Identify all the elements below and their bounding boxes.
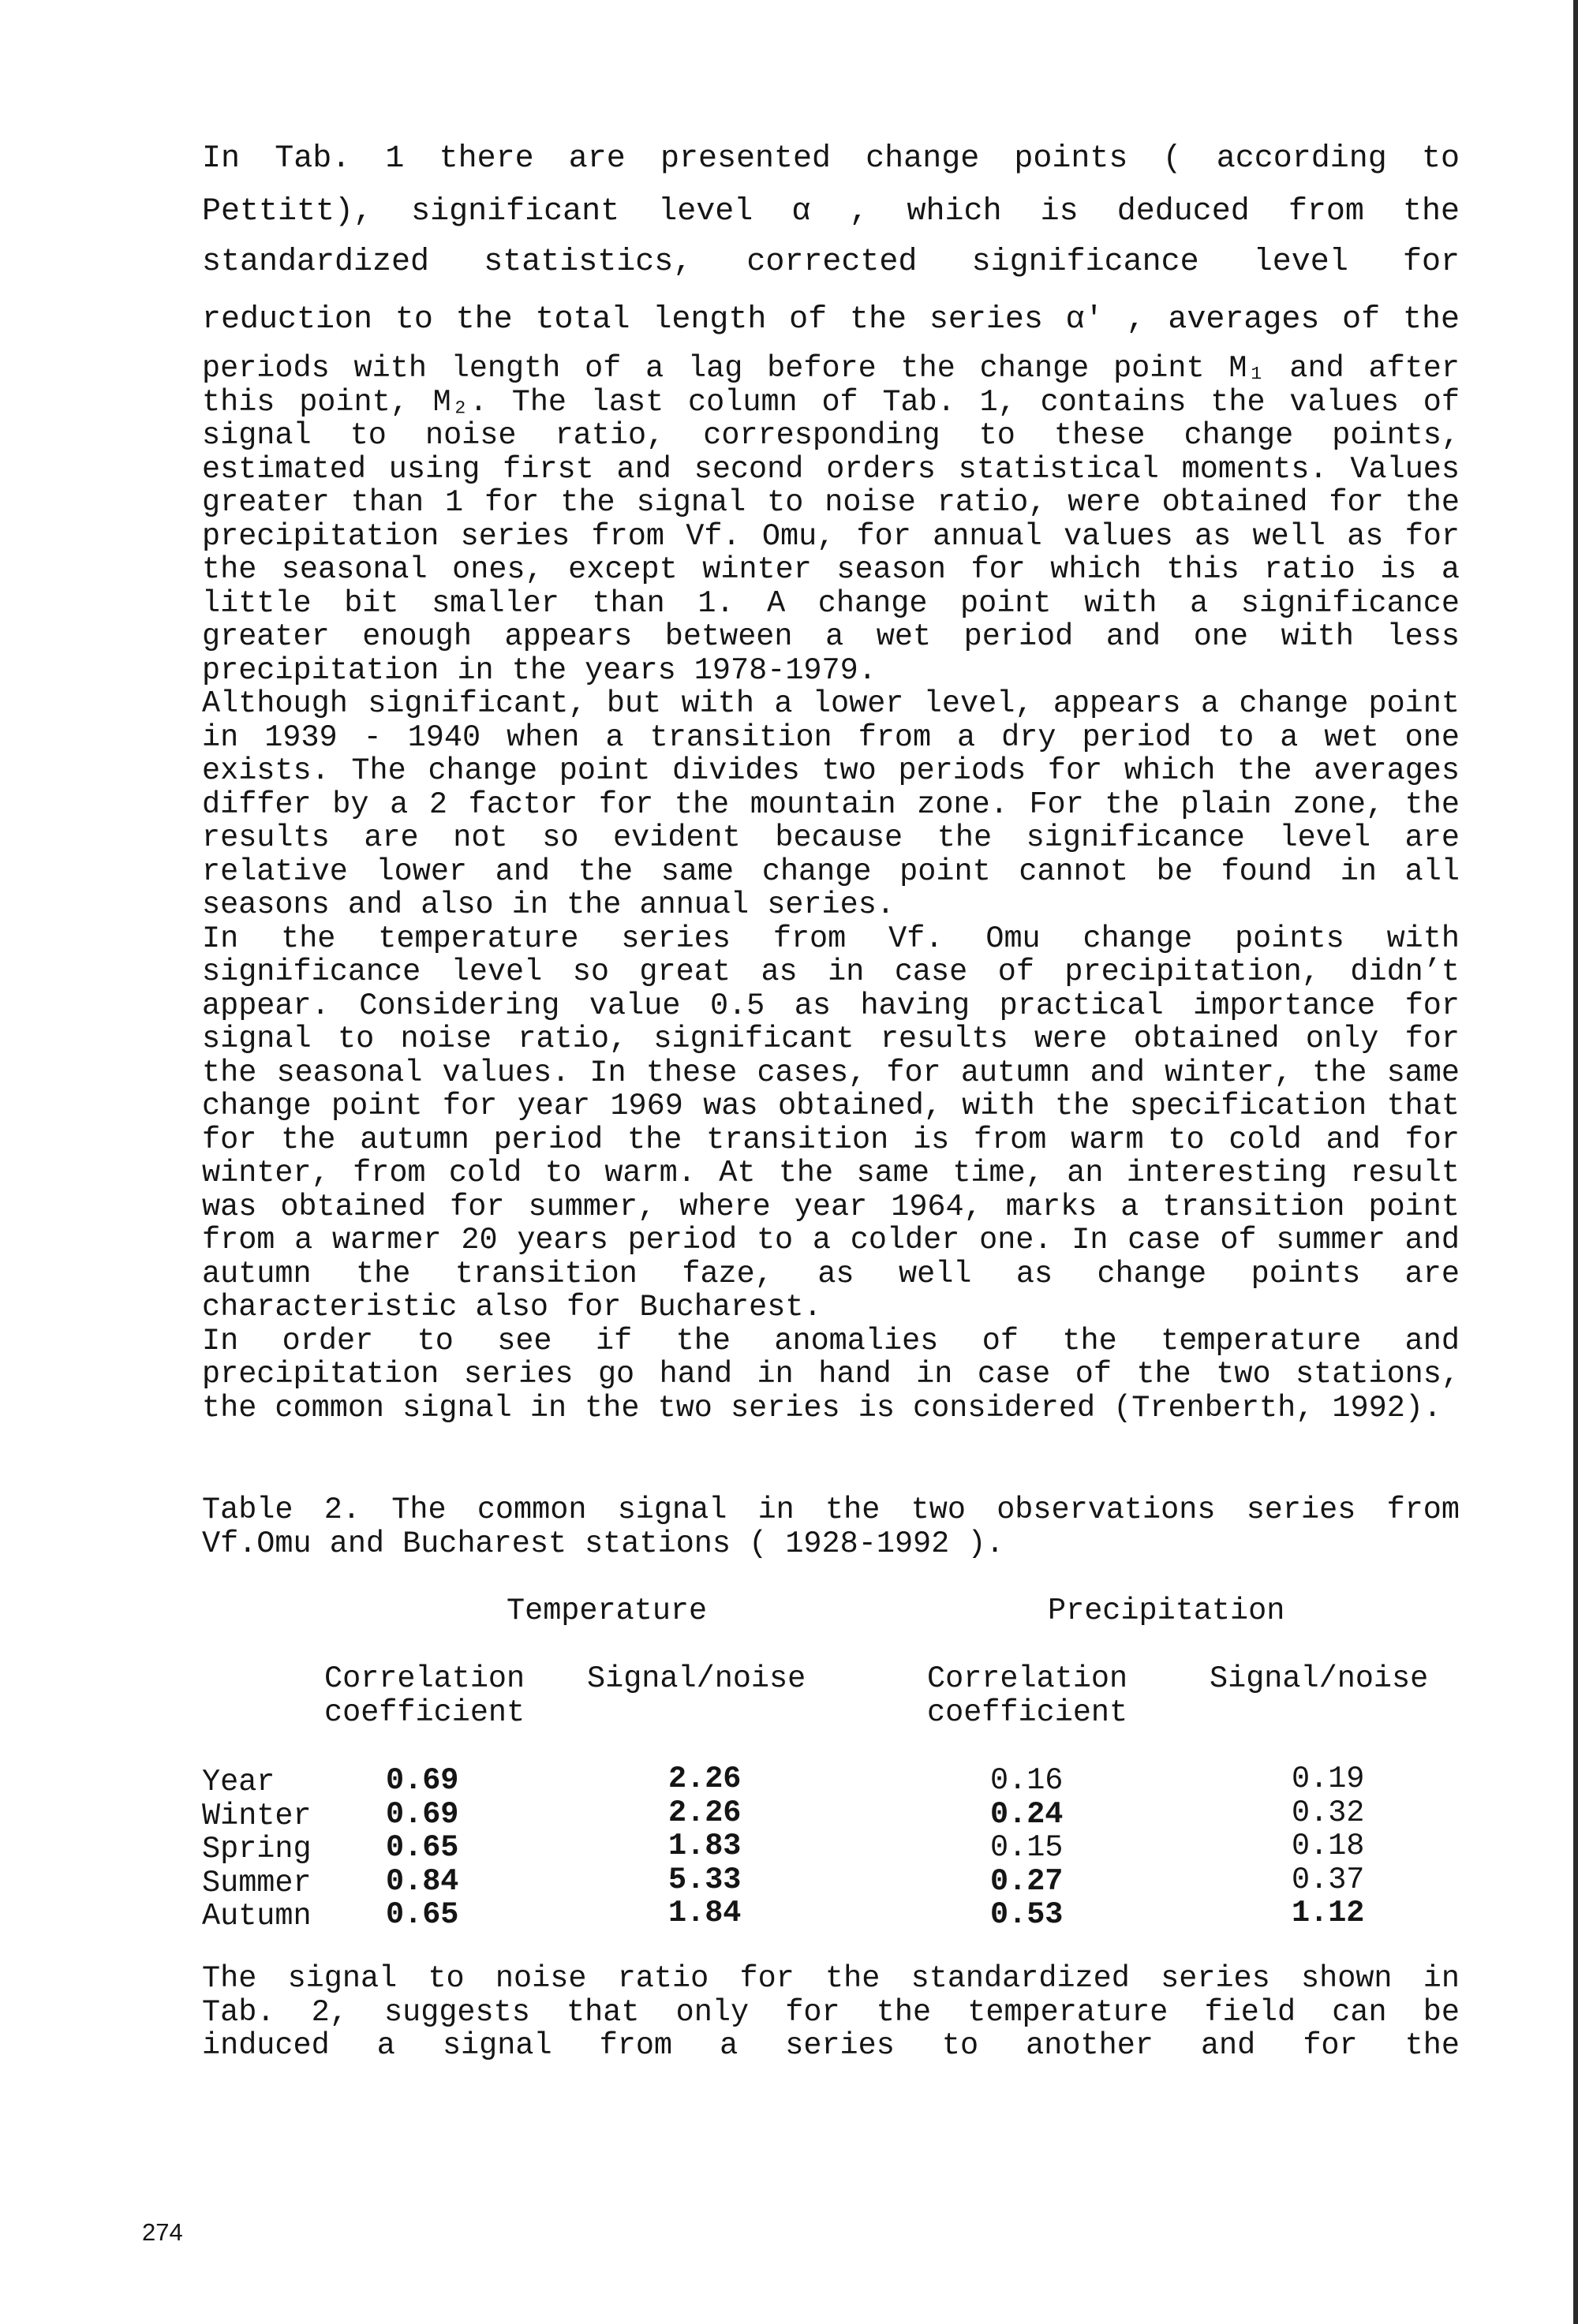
cell-prec-corr: 0.15 [990, 1830, 1064, 1865]
group-header-temperature: Temperature [507, 1594, 708, 1628]
intro-line-4: reduction to the total length of the series α′ , averages of the [202, 302, 1460, 338]
cell-prec-sn: 1.12 [1292, 1896, 1365, 1930]
row-label: Summer [202, 1866, 312, 1900]
col-header-temp-corr-2: coefficient [324, 1695, 525, 1730]
col-header-prec-sn: Signal/noise [1210, 1661, 1429, 1696]
cell-temp-sn: 1.84 [668, 1896, 742, 1930]
col-header-prec-corr-2: coefficient [927, 1695, 1128, 1730]
cell-prec-corr: 0.53 [990, 1897, 1064, 1932]
cell-temp-sn: 2.26 [668, 1762, 742, 1796]
page-number: 274 [142, 2218, 183, 2246]
cell-temp-corr: 0.65 [386, 1830, 459, 1865]
cell-temp-sn: 5.33 [668, 1863, 742, 1897]
cell-prec-sn: 0.18 [1292, 1829, 1365, 1863]
closing-line-3: induced a signal from a series to another and for the [202, 2028, 1460, 2063]
page-edge [1573, 0, 1578, 2324]
cell-prec-sn: 0.19 [1292, 1762, 1365, 1796]
intro-line-3: standardized statistics, corrected significance level for [202, 245, 1460, 280]
row-label: Year [202, 1765, 275, 1799]
body-text [202, 352, 1460, 1425]
cell-temp-corr: 0.69 [386, 1797, 459, 1832]
paragraph-common-signal: In order to see if the anomalies of the temperature and precipitation series go hand in hand in case of the two stations, the common signal in the two series is considered (Trenberth, 1992). [202, 1323, 1460, 1425]
table-caption: Table 2. The common signal in the two observations series from Vf.Omu and Bucharest stations ( 1928-1992 ). [202, 1493, 1460, 1561]
intro-line-2: Pettitt), significant level α , which is deduced from the [202, 194, 1460, 230]
col-header-prec-corr: Correlation [927, 1661, 1128, 1696]
cell-temp-corr: 0.65 [386, 1897, 459, 1932]
paragraph-change-points: periods with length of a lag before the change point M₁ and after this point, M₂. The last column of Tab. 1, contains the values of signal to noise ratio, corresponding to these change points, estimated using first and second orders statistical moments. Values greater than 1 for the signal to noise ratio, were obtained for the precipitation series from Vf. Omu, for annual values as well as for the seasonal ones, except winter season for which this ratio is a little bit smaller than 1. A change point with a significance greater enough appears between a wet period and one with less precipitation in the years 1978-1979. [202, 351, 1460, 688]
row-label: Winter [202, 1799, 312, 1833]
cell-prec-sn: 0.37 [1292, 1863, 1365, 1897]
col-header-temp-corr: Correlation [324, 1661, 525, 1696]
cell-temp-sn: 1.83 [668, 1829, 742, 1863]
cell-prec-sn: 0.32 [1292, 1795, 1365, 1830]
cell-prec-corr: 0.16 [990, 1763, 1064, 1798]
paragraph-temperature: In the temperature series from Vf. Omu change points with significance level so great as in case of precipitation, didn’t appear. Considering value 0.5 as having practical importance for signal to noise ratio, significant results were obtained only for the seasonal values. In these cases, for autumn and winter, the same change point for year 1969 was obtained, with the specification that for the autumn period the transition is from warm to cold and for winter, from cold to warm. At the same time, an interesting result was obtained for summer, where year 1964, marks a transition point from a warmer 20 years period to a colder one. In case of summer and autumn the transition faze, as well as change points are characteristic also for Bucharest. [202, 921, 1460, 1325]
cell-prec-corr: 0.24 [990, 1797, 1064, 1832]
row-label: Spring [202, 1832, 312, 1866]
closing-line-2: Tab. 2, suggests that only for the temperature field can be [202, 1994, 1460, 2030]
closing-text [202, 1962, 1460, 2063]
cell-temp-corr: 0.69 [386, 1763, 459, 1798]
col-header-temp-sn: Signal/noise [587, 1661, 806, 1696]
cell-temp-corr: 0.84 [386, 1864, 459, 1899]
row-label: Autumn [202, 1899, 312, 1934]
cell-temp-sn: 2.26 [668, 1795, 742, 1830]
cell-prec-corr: 0.27 [990, 1864, 1064, 1899]
paragraph-significance: Although significant, but with a lower level, appears a change point in 1939 - 1940 when a transition from a dry period to a wet one exists. The change point divides two periods for which the averages differ by a 2 factor for the mountain zone. For the plain zone, the results are not so evident because the significance level are relative lower and the same change point cannot be found in all seasons and also in the annual series. [202, 686, 1460, 922]
closing-line-1: The signal to noise ratio for the standardized series shown in [202, 1961, 1460, 1996]
intro-line-1: In Tab. 1 there are presented change points ( according to [202, 141, 1460, 177]
group-header-precipitation: Precipitation [1048, 1594, 1285, 1628]
